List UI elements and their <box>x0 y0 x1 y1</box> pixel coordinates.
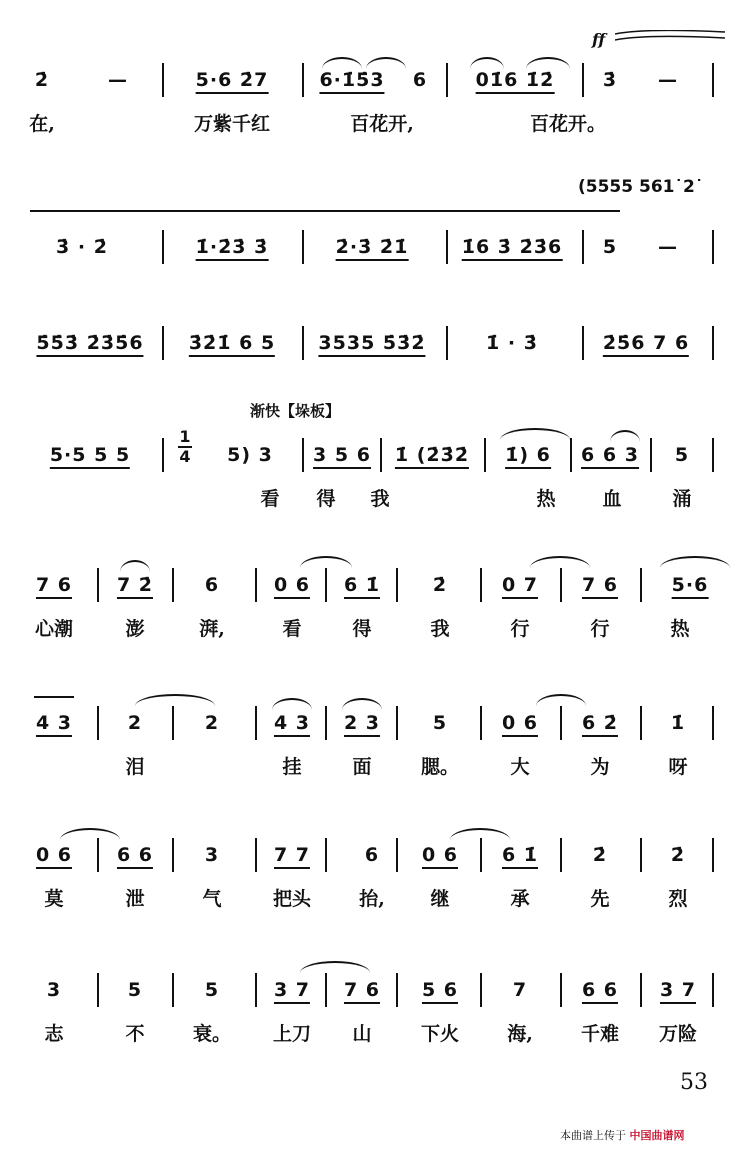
lyric: 气 <box>202 888 222 910</box>
note-group: 6 1̇ <box>502 844 538 869</box>
barline <box>172 568 174 602</box>
barline <box>97 706 99 740</box>
note-group: 2 <box>127 712 143 734</box>
barline <box>712 973 714 1007</box>
system-5 <box>0 570 750 640</box>
lyric: 我 <box>370 488 390 510</box>
note-group: 5 6 <box>422 979 458 1004</box>
barline <box>640 568 642 602</box>
note-group: 0 6 <box>274 574 310 599</box>
barline <box>162 438 164 472</box>
lyric: 莫 <box>44 888 64 910</box>
lyric: 澎 <box>125 618 145 640</box>
note-group: 1̇) 6 <box>505 444 551 469</box>
slur <box>135 694 215 706</box>
note-group: 1̇6 3̇ 2̇3̇6 <box>462 236 563 261</box>
barline <box>162 230 164 264</box>
lyric: 百花开, <box>350 113 414 135</box>
slur <box>450 828 510 840</box>
barline <box>480 973 482 1007</box>
lyric: 在, <box>29 113 55 135</box>
lyric: 行 <box>510 618 530 640</box>
barline <box>396 568 398 602</box>
note-group: 3 7 <box>274 979 310 1004</box>
barline <box>484 438 486 472</box>
system-6 <box>0 708 750 778</box>
note-group: — <box>658 69 678 91</box>
barline <box>396 706 398 740</box>
note-group: 3̇2̇1̇ 6 5 <box>189 332 275 357</box>
barline <box>582 230 584 264</box>
system-1 <box>0 65 750 135</box>
lyric: 烈 <box>668 888 688 910</box>
note-group: 7 2̇ <box>117 574 153 599</box>
note-group: 1̇ · 3̇ <box>486 332 538 354</box>
note-group: 5 <box>602 236 618 258</box>
system-8 <box>0 975 750 1045</box>
barline <box>480 838 482 872</box>
page-number: 53 <box>680 1070 708 1095</box>
barline <box>582 326 584 360</box>
lyric: 海, <box>507 1023 533 1045</box>
note-group: 0 6 <box>422 844 458 869</box>
lyric: 万紫千红 <box>193 113 271 135</box>
barline <box>712 326 714 360</box>
lyric: 挂 <box>282 756 302 778</box>
lyric: 志 <box>44 1023 64 1045</box>
lyric: 上刀 <box>272 1023 312 1045</box>
slur <box>526 57 570 69</box>
note-group: 6 <box>364 844 380 866</box>
lyric: 我 <box>430 618 450 640</box>
lyric: 千难 <box>580 1023 620 1045</box>
barline <box>650 438 652 472</box>
note-group: 5) 3 <box>227 444 273 466</box>
note-group: 6 6 3 <box>581 444 639 469</box>
note-group: — <box>658 236 678 258</box>
slur <box>366 57 406 69</box>
lyric: 行 <box>590 618 610 640</box>
lyric: 泪 <box>125 756 145 778</box>
barline <box>480 706 482 740</box>
barline <box>570 438 572 472</box>
barline <box>640 838 642 872</box>
note-group: 01̇6 1̇2̇ <box>476 69 555 94</box>
note-group: 2̇ <box>34 69 50 91</box>
lyric: 百花开。 <box>529 113 607 135</box>
system-3 <box>0 328 750 388</box>
slur <box>300 961 370 973</box>
note-group: 2̇·3̇ 2̇1̇ <box>336 236 409 261</box>
note-group: 6 1̇ <box>344 574 380 599</box>
note-group: 7 6 <box>582 574 618 599</box>
barline <box>712 838 714 872</box>
footer <box>560 1127 685 1143</box>
barline <box>302 230 304 264</box>
barline <box>712 63 714 97</box>
lyric: 万险 <box>658 1023 698 1045</box>
barline <box>325 838 327 872</box>
note-group: 2̇ <box>592 844 608 866</box>
lyric: 不 <box>125 1023 145 1045</box>
lyric: 承 <box>510 888 530 910</box>
lyric: 先 <box>590 888 610 910</box>
barline <box>380 438 382 472</box>
system-4 <box>0 427 750 510</box>
barline <box>560 568 562 602</box>
note-group: 7 6 <box>36 574 72 599</box>
note-group: 6 2̇ <box>582 712 618 737</box>
barline <box>172 973 174 1007</box>
slur <box>500 428 570 440</box>
footer-site-logo[interactable]: 中国曲谱网 <box>629 1129 685 1142</box>
note-group: 2 <box>204 712 220 734</box>
barline <box>325 568 327 602</box>
note-group: 5·6 2̇7 <box>196 69 269 94</box>
note-group: 0 6 <box>502 712 538 737</box>
note-group: 0 7 <box>502 574 538 599</box>
tie <box>34 696 74 700</box>
barline <box>302 438 304 472</box>
lyric: 得 <box>352 618 372 640</box>
barline <box>162 63 164 97</box>
note-group: 3̇ <box>602 69 618 91</box>
note-group: 1̇ <box>670 712 686 734</box>
barline <box>162 326 164 360</box>
slur <box>300 556 352 568</box>
lyric: 血 <box>602 488 622 510</box>
lyric: 泄 <box>125 888 145 910</box>
dynamic-marking: ff <box>592 30 606 49</box>
note-group: 6 6 <box>582 979 618 1004</box>
slur <box>322 57 362 69</box>
lyric: 热 <box>536 488 556 510</box>
barline <box>446 230 448 264</box>
note-group: 3 7 <box>660 979 696 1004</box>
barline <box>97 568 99 602</box>
slur <box>470 57 504 69</box>
note-group: 5̇5̇3̇ 2̇3̇5̇6 <box>36 332 143 357</box>
barline <box>97 973 99 1007</box>
barline <box>560 838 562 872</box>
barline <box>325 973 327 1007</box>
barline <box>255 838 257 872</box>
note-group: 2̇5̇6 7 6 <box>603 332 689 357</box>
lyric: 面 <box>352 756 372 778</box>
barline <box>302 63 304 97</box>
barline <box>446 63 448 97</box>
barline <box>560 973 562 1007</box>
time-signature <box>178 428 192 466</box>
footer-text: 本曲谱上传于 <box>560 1129 626 1142</box>
barline <box>255 568 257 602</box>
barline <box>582 63 584 97</box>
slur <box>610 430 640 442</box>
note-group: 1̇ (2̇3̇2̇ <box>395 444 469 469</box>
barline <box>396 973 398 1007</box>
barline <box>712 706 714 740</box>
note-group: 3̇ · 2̇ <box>56 236 108 258</box>
note-group: 6 <box>204 574 220 596</box>
barline <box>640 706 642 740</box>
time-signature-top: 1 <box>179 427 191 446</box>
note-group: 4 3 <box>274 712 310 737</box>
note-group: 5 <box>127 979 143 1001</box>
barline <box>396 838 398 872</box>
barline <box>560 706 562 740</box>
lyric: 热 <box>670 618 690 640</box>
slur <box>120 560 150 572</box>
lyric: 心潮 <box>34 618 74 640</box>
barline <box>97 838 99 872</box>
lyric: 涌 <box>672 488 692 510</box>
lyric: 衰。 <box>192 1023 232 1045</box>
slur <box>342 698 382 710</box>
intro-phrase: (5555 561˙2˙ <box>578 177 704 197</box>
note-group: 5·6 <box>672 574 709 599</box>
barline <box>172 838 174 872</box>
note-group: 3 <box>204 844 220 866</box>
lyric: 抬, <box>359 888 385 910</box>
lyric: 继 <box>430 888 450 910</box>
barline <box>446 326 448 360</box>
note-group: 1̇·2̇3̇ 3̇ <box>196 236 269 261</box>
lyric: 为 <box>590 756 610 778</box>
lyric: 得 <box>316 488 336 510</box>
note-group: 3 <box>46 979 62 1001</box>
note-group: 7 6 <box>344 979 380 1004</box>
note-group: 2̇ <box>432 574 448 596</box>
barline <box>325 706 327 740</box>
tie <box>30 210 620 216</box>
lyric: 呀 <box>668 756 688 778</box>
barline <box>712 438 714 472</box>
lyric: 看 <box>260 488 280 510</box>
barline <box>255 973 257 1007</box>
barline <box>255 706 257 740</box>
note-group: 6 6 <box>117 844 153 869</box>
barline <box>640 973 642 1007</box>
slur <box>272 698 312 710</box>
slur <box>60 828 120 840</box>
barline <box>712 230 714 264</box>
lyric: 把头 <box>272 888 312 910</box>
slur <box>530 556 590 568</box>
note-group: 5·5 5 5 <box>50 444 130 469</box>
note-group: 3535 5̇3̇2̇ <box>318 332 425 357</box>
note-group: 6 <box>412 69 428 91</box>
time-signature-bottom: 4 <box>179 447 191 466</box>
barline <box>172 706 174 740</box>
note-group: 7 <box>512 979 528 1001</box>
tempo-marking: 渐快【垛板】 <box>250 402 341 420</box>
crescendo-hairpin <box>615 30 725 50</box>
lyric: 腮。 <box>420 756 460 778</box>
slur <box>660 556 730 568</box>
note-group: 0 6 <box>36 844 72 869</box>
slur <box>536 694 586 706</box>
note-group: 5 <box>432 712 448 734</box>
note-group: — <box>108 69 128 91</box>
note-group: 5 <box>204 979 220 1001</box>
lyric: 山 <box>352 1023 372 1045</box>
lyric: 看 <box>282 618 302 640</box>
note-group: 5 <box>674 444 690 466</box>
barline <box>302 326 304 360</box>
note-group: 7 7 <box>274 844 310 869</box>
note-group: 3 5 6 <box>313 444 371 469</box>
lyric: 下火 <box>420 1023 460 1045</box>
system-7 <box>0 840 750 910</box>
note-group: 2 3 <box>344 712 380 737</box>
note-group: 6·1̇5̇3 <box>319 69 384 94</box>
lyric: 湃, <box>199 618 225 640</box>
barline <box>480 568 482 602</box>
note-group: 2̇ <box>670 844 686 866</box>
system-2 <box>0 232 750 292</box>
note-group: 4 3 <box>36 712 72 737</box>
lyric: 大 <box>510 756 530 778</box>
